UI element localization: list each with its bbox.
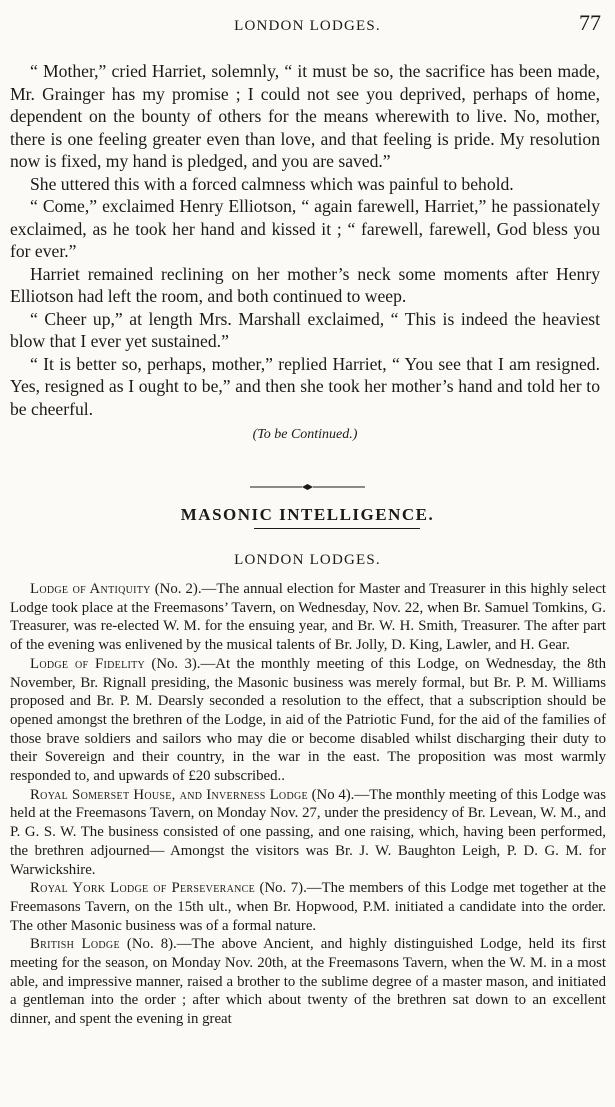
lodge-report-body: (No. 2).—The annual election for Master and Treasurer in this highly select Lodge took place at the Freemasons’ Tavern, on Wednesday, Nov. 22, when Br. Samuel Tomkins, G. Treasurer, was re-elected W. M. for the ensuing year, and Br. W. H. Smith, Treasurer. The after part of the evening was enlivened by the musical talents of Br. Jolly, D. King, Lawler, and H. Gear. [10, 581, 606, 654]
lodge-report [10, 786, 606, 880]
ornament-divider [250, 484, 365, 490]
story-paragraph: “ It is better so, perhaps, mother,” replied Harriet, “ You see that I am resigned. Yes, resigned as I ought to be,” and then she took her mother’s hand and told her to be cheerful. [10, 353, 600, 419]
page-number: 77 [579, 10, 601, 35]
lodge-report [10, 655, 606, 786]
section-subtitle: LONDON LODGES. [234, 552, 381, 568]
lodge-report [10, 879, 606, 935]
lodge-report-body: (No 4).—The monthly meeting of this Lodge was held at the Freemasons Tavern, on Monday Nov. 27, under the presidency of Br. Levean, W. M., and P. G. S. W. The business consisted of one passing, and one raising, which, having been performed, the brethren adjourned— Amongst the visitors was Br. J. W. Baughton Leigh, P. D. G. M. for Warwickshire. [10, 786, 606, 878]
story-paragraph: “ Cheer up,” at length Mrs. Marshall exclaimed, “ This is indeed the heaviest blow that I ever yet sustained.” [10, 308, 600, 351]
lodge-name: Lodge of Fidelity [30, 655, 146, 672]
story-paragraph: Harriet remained reclining on her mother’s neck some moments after Henry Elliotson had left the room, and both continued to weep. [10, 263, 600, 306]
lodge-name: Lodge of Antiquity [30, 581, 151, 597]
section-title-underline [254, 528, 420, 529]
lodge-name: Royal York Lodge of Perseverance [30, 880, 255, 897]
lodge-report-body: (No. 8).—The above Ancient, and highly distinguished Lodge, held its first meeting for the season, on Monday Nov. 20th, at the Freemasons Tavern, when the W. M. in a most able, and impressive manner, raised a brother to the sublime degree of a master mason, and initiated a gentleman into the order ; after which about twenty of the brethren sat down to an excellent dinner, and spent the evening in great [10, 936, 606, 1028]
lodge-reports [10, 580, 606, 1029]
lodge-name: British Lodge [30, 936, 120, 953]
story-text [10, 60, 600, 444]
story-paragraph: She uttered this with a forced calmness which was painful to behold. [30, 173, 514, 194]
lodge-report [10, 580, 606, 655]
lodge-report-body: (No. 3).—At the monthly meeting of this Lodge, on Wednesday, the 8th November, Br. Rignall presiding, the Masonic business was merely formal, but Br. P. M. Williams proposed and Br. P. M. Dearsly seconded a resolution to the effect, that a subscription should be opened amongst the brethren of the Lodge, in aid of the Patriotic Fund, for the aid of the families of those brave soldiers and sailors who may die or become disabled whilst discharging their duty to their Sovereign and their country, in the war in the east. The proposition was most warmly responded to, and upwards of £20 subscribed.. [10, 655, 606, 785]
lodge-name: Royal Somerset House, and Inverness Lodge [30, 786, 308, 803]
running-title: LONDON LODGES. [234, 18, 381, 34]
section-title: MASONIC INTELLIGENCE. [180, 505, 435, 524]
lodge-report-body: (No. 7).—The members of this Lodge met together at the Freemasons Tavern, on the 15th ult., when Br. Hopwood, P.M. initiated a candidate into the order. The other Masonic business was of a formal nature. [10, 880, 606, 934]
story-paragraph: “ Mother,” cried Harriet, solemnly, “ it must be so, the sacrifice has been made, Mr. Grainger has my promise ; I could not see you deprived, perhaps of home, dependent on the bounty of others for the means wherewith to live. No, mother, there is one feeling greater even than love, and that feeling is pride. My resolution now is fixed, my hand is pledged, and you are saved.” [10, 61, 600, 171]
lodge-report [10, 935, 606, 1029]
continued-note: (To be Continued.) [252, 427, 358, 442]
story-paragraph: “ Come,” exclaimed Henry Elliotson, “ again farewell, Harriet,” he passionately exclaimed, as he took her hand and kissed it ; “ farewell, farewell, God bless you for ever.” [10, 196, 600, 261]
